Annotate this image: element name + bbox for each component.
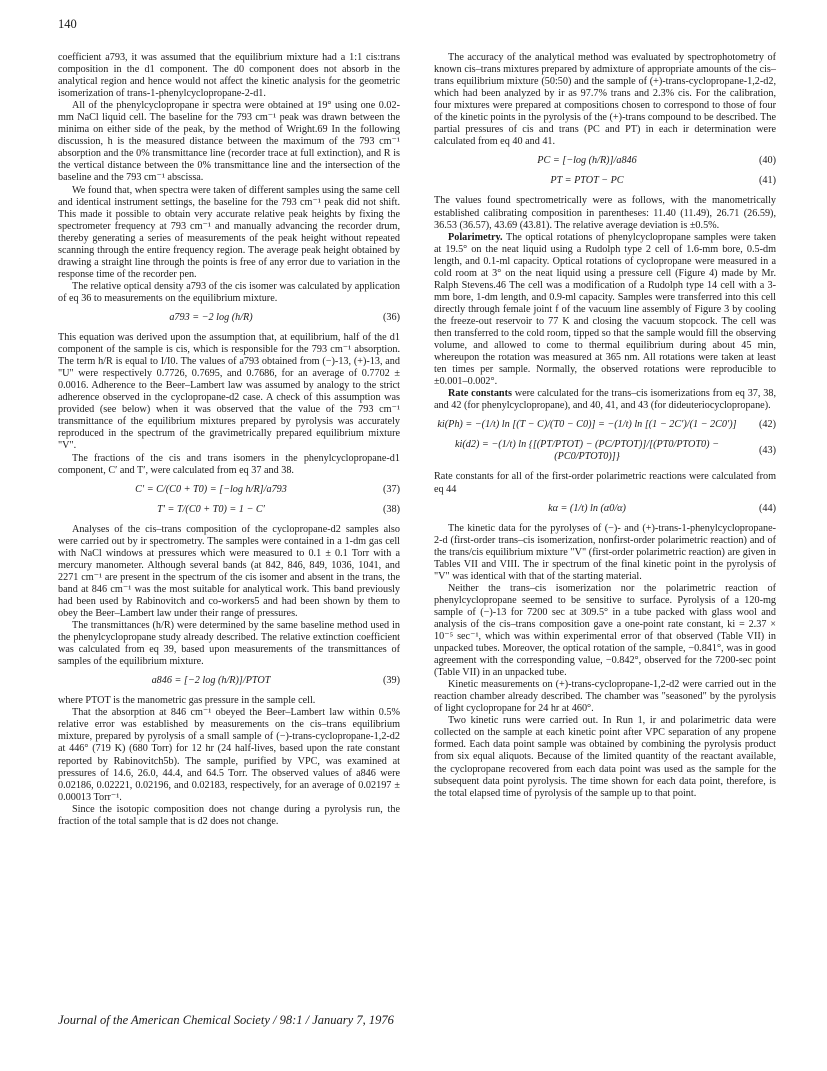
- left-column: [58, 52, 400, 828]
- equation-number: (43): [759, 445, 776, 457]
- paragraph: Analyses of the cis–trans composition of the cyclopropane-d2 samples also were carried out by ir spectrometry. The samples were contained in a 1-dm gas cell with NaCl windows at pressures which were measured to 0.1 ± 0.1 Torr with a mercury manometer. Although several bands (at 842, 846, 849, 1036, 1041, and 2271 cm⁻¹ are present in the spectrum of the cis isomer and absent in the trans, the band at 846 cm⁻¹ was the most suitable for analytical work. This band previously had been used by Rabinovitch and co-workers5 and had been shown by them to obey the Beer–Lambert law under their range of pressures.: [58, 523, 400, 620]
- equation-43: [434, 439, 776, 463]
- paragraph: The kinetic data for the pyrolyses of (−)- and (+)-trans-1-phenylcyclopropane-2-d (first-order trans–cis isomerization, nonfirst-order polarimetric reaction) and of the trans/cis equilibrium mixture "V" (first-order polarimetric reaction) are given in Tables VII and VIII. The ir spectrum of the final kinetic point in the pyrolysis of "V" was identical with that of the starting material.: [434, 522, 776, 582]
- paragraph: Neither the trans–cis isomerization nor the polarimetric reaction of phenylcyclopropane seemed to be sensitive to surface. Pyrolysis of a 120-mg sample of (−)-13 for 7200 sec at 309.5° in a tube packed with glass wool and analysis of the cis–trans composition gave a one-point rate constant, ki = 2.37 × 10⁻⁵ sec⁻¹, which was within experimental error of that observed (Table VII) in unpacked tubes. Moreover, the optical rotation of the sample, −0.841°, was in good agreement with the corresponding value, −0.842°, observed for the 7200-sec point (Table VII) in an unpacked tube.: [434, 582, 776, 679]
- equation-38: [58, 504, 400, 516]
- section-heading: Rate constants: [448, 388, 512, 400]
- paragraph-text: were calculated for the trans–cis isomerizations from eq 37, 38, and 42 (for phenylcyclopropane), and 40, 41, and 43 (for dideuteriocyclopropane).: [434, 388, 776, 412]
- equation-body: a846 = [−2 log (h/R)]/PTOT: [151, 675, 271, 687]
- paragraph: The fractions of the cis and trans isomers in the phenylcyclopropane-d1 component, C′ and T′, were calculated from eq 37 and 38.: [58, 452, 400, 476]
- paragraph: Kinetic measurements on (+)-trans-cyclopropane-1,2-d2 were carried out in the reaction chamber already described. The chamber was "seasoned" by the pyrolysis of light cyclopropane for 24 hr at 460°.: [434, 679, 776, 715]
- equation-42: [434, 419, 776, 431]
- right-column: [434, 52, 776, 800]
- equation-number: (44): [759, 502, 776, 514]
- section-heading: Polarimetry.: [448, 231, 503, 243]
- equation-41: [434, 175, 776, 187]
- equation-44: [434, 503, 776, 515]
- paragraph: Rate constants for all of the first-order polarimetric reactions were calculated from eq 44: [434, 471, 776, 495]
- equation-body: kα = (1/t) ln (α0/α): [548, 502, 626, 514]
- equation-number: (38): [383, 503, 400, 515]
- paragraph-rate-constants: [434, 388, 776, 412]
- equation-37: [58, 484, 400, 496]
- equation-number: (42): [759, 419, 776, 431]
- equation-number: (41): [759, 175, 776, 187]
- equation-number: (40): [759, 155, 776, 167]
- equation-39: [58, 675, 400, 687]
- page-number: 140: [58, 17, 77, 31]
- paragraph: The values found spectrometrically were as follows, with the manometrically established calibrating composition in parentheses: 11.40 (11.49), 26.71 (26.59), 36.53 (36.57), 43.69 (43.81). The relative average deviation is ±0.5%.: [434, 195, 776, 231]
- paragraph: All of the phenylcyclopropane ir spectra were obtained at 19° using one 0.02-mm NaCl liquid cell. The baseline for the 793 cm⁻¹ peak was drawn between the minima on either side of the peak, by the method of Wright.69 In the following discussion, h is the measured distance between the maximum of the 793 cm⁻¹ absorption and the 0% transmittance line (recorder trace at full extinction), and R is the vertical distance between the 0% transmittance line and the intersection of the baseline and the 793 cm⁻¹ abscissa.: [58, 100, 400, 184]
- paragraph: The accuracy of the analytical method was evaluated by spectrophotometry of known cis–trans mixtures prepared by admixture of appropriate amounts of the cis–trans equilibrium mixture (50:50) and the sample of (+)-trans-cyclopropane-1,2-d2, which had been analyzed by ir as 97.7% trans and 2.3% cis. For the calibration, four mixtures were prepared at compositions chosen to correspond to those of four of the kinetic points in the pyrolysis of the (+)-trans compound to be described. The partial pressures of cis and trans (PC and PT) in each ir determination were calculated from eq 40 and 41.: [434, 52, 776, 148]
- paragraph: coefficient a793, it was assumed that the equilibrium mixture had a 1:1 cis:trans composition in the d1 component. The d0 component does not absorb in the analytical region and hence would not affect the kinetic analysis for the geometric isomerization of trans-1-phenylcyclopropane-2-d1.: [58, 52, 400, 100]
- equation-number: (39): [383, 675, 400, 687]
- paragraph: Two kinetic runs were carried out. In Run 1, ir and polarimetric data were collected on the sample at each kinetic point after VPC separation of any propene formed. Each data point sample was obtained by combining the pyrolysis product from six equal aliquots. Because of the limited quantity of the reactant available, the cyclopropane recovered from each data point was used as the sample for the subsequent data point pyrolysis. The time shown for each data point, therefore, is the total elapsed time of pyrolysis of the sample up to that point.: [434, 715, 776, 799]
- equation-body: C′ = C/(C0 + T0) = [−log h/R]/a793: [135, 483, 287, 495]
- paragraph-polarimetry: [434, 232, 776, 389]
- equation-number: (36): [383, 311, 400, 323]
- journal-footer: Journal of the American Chemical Society / 98:1 / January 7, 1976: [58, 1013, 394, 1027]
- paragraph: where PTOT is the manometric gas pressure in the sample cell.: [58, 695, 316, 707]
- paragraph: That the absorption at 846 cm⁻¹ obeyed the Beer–Lambert law within 0.5% relative error was established by measurements on the cis–trans equilibrium mixture, prepared by pyrolysis of a small sample of (−)-trans-cyclopropane-1,2-d2 at 446° (719 K) (680 Torr) for 12 hr (24 half-lives, based upon the rate constant reported by Rabinovitch5b). The sample, purified by VPC, was examined at pressures of 14.6, 26.0, 44.4, and 64.5 Torr. The observed values of a846 were 0.02186, 0.02221, 0.02196, and 0.02183, respectively, for an average of 0.02197 ± 0.00013 Torr⁻¹.: [58, 707, 400, 803]
- paragraph: The transmittances (h/R) were determined by the same baseline method used in the phenylcyclopropane study already described. The relative extinction coefficient was calculated from eq 39, based upon measurements of the transmittances of samples of the equilibrium mixture.: [58, 620, 400, 668]
- paragraph-text: The optical rotations of phenylcyclopropane samples were taken at 19.5° on the neat liquid using a Rudolph type 2 cell of 1.6-mm bore, 0.5-dm length, and 0.1-ml capacity. Optical rotations of cyclopropane were measured in a cold room at 3° on the neat liquid using a pressure cell (Figure 4) made by Mr. Ralph Stevens.46 The cell was a modification of a Rudolph type 14 cell with a 3-mm bore, 1-dm length, and 0.9-ml capacity. Samples were transferred into this cell directly through female joint f of the vacuum line assembly of Figure 3 by cooling the freeze-out reservoir to 77 K and closing the vacuum stopcock. The cell was then transferred to the cold room, tipped so that the sample would fill the observing volume, and allowed to come to thermal equilibrium during about 45 min, whereupon the rotation was measured at 365 nm. All rotations were taken at least ten times per sample. Normally, the observed rotations were reproducible to ±0.001–0.002°.: [434, 231, 776, 388]
- paragraph: The relative optical density a793 of the cis isomer was calculated by application of eq 36 to measurements on the equilibrium mixture.: [58, 280, 400, 304]
- paragraph: We found that, when spectra were taken of different samples using the same cell and identical instrument settings, the baseline for the 793 cm⁻¹ peak did not shift. This made it possible to obtain very accurate relative peak heights by fixing the spectrometer frequency at 793 cm⁻¹ and manually advancing the recorder drum, thereby generating a series of measurements of the peak height without repeated scanning through the entire frequency region. The average peak height obtained by drawing a straight line through the points is free of any error due to variation in the response time of the recorder pen.: [58, 184, 400, 280]
- equation-body: ki(d2) = −(1/t) ln {[(PT/PTOT) − (PC/PTOT)]/[(PT0/PTOT0) − (PC0/PTOT0)]}: [455, 439, 719, 463]
- paragraph: Since the isotopic composition does not change during a pyrolysis run, the fraction of the total sample that is d2 does not change.: [58, 803, 400, 827]
- equation-body: PT = PTOT − PC: [550, 175, 624, 187]
- equation-body: PC = [−log (h/R)]/a846: [537, 155, 637, 167]
- paragraph: This equation was derived upon the assumption that, at equilibrium, half of the d1 component of the sample is cis, which is responsible for the 793 cm⁻¹ absorption. The term h/R is equal to I/I0. The values of a793 obtained from (−)-13, (+)-13, and "U" were respectively 0.7726, 0.7695, and 0.7686, for an average of 0.7702 ± 0.0016. Adherence to the Beer–Lambert law was assumed by analogy to the strict adherence observed in the cyclopropane-d2 case. A check of this assumption was provided (see below) when it was observed that the value of the 793 cm⁻¹ transmittance of the equilibrium mixtures prepared by pyrolysis was accurately reproduced in the spectrum of the gravimetrically prepared equilibrium mixture "V".: [58, 332, 400, 452]
- equation-body: ki(Ph) = −(1/t) ln [(T − C)/(T0 − C0)] = −(1/t) ln [(1 − 2C′)/(1 − 2C0′)]: [437, 419, 737, 431]
- equation-36: [58, 312, 400, 324]
- equation-body: T′ = T/(C0 + T0) = 1 − C′: [157, 503, 265, 515]
- equation-body: a793 = −2 log (h/R): [169, 311, 253, 323]
- equation-40: [434, 155, 776, 167]
- equation-number: (37): [383, 483, 400, 495]
